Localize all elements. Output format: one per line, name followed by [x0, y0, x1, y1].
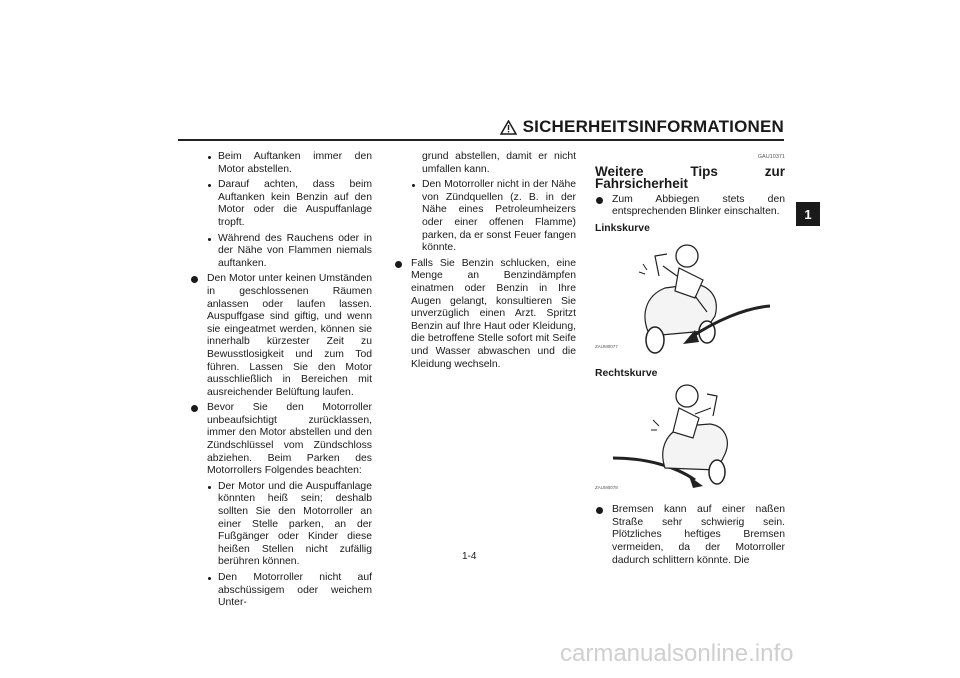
list-item: Falls Sie Benzin schlucken, eine Menge an Benzindämpfen einatmen oder Benzin in Ihre Augen gelangt, konsultieren Sie unverzüglich einen Arzt. Spritzt Benzin auf Ihre Haut oder Kleidung, die betroffene Stelle sofort mit Seife und Wasser abwaschen und die Kleidung wechseln.	[394, 258, 576, 371]
column-2	[394, 151, 576, 374]
section-heading: Weitere Tips zur Fahrsicherheit	[595, 163, 785, 192]
right-turn-label: Rechtskurve	[595, 367, 658, 379]
list-item: Bevor Sie den Motorroller unbeaufsichtigt zurücklassen, immer den Motor abstellen und den Zündschlüssel vom Zündschloss abziehen. Beim Parken des Motorrollers Folgendes beachten:	[190, 402, 372, 478]
column-1-list	[190, 151, 372, 610]
column-1	[190, 151, 372, 613]
list-item: Der Motor und die Auspuffanlage könnten heiß sein; deshalb sollten Sie den Motorroller an einer Stelle parken, an der Fußgänger oder Kinder diese heißen Stellen nicht zufällig berühren können.	[207, 481, 372, 569]
column-3	[595, 151, 785, 570]
list-item-nested	[190, 481, 372, 610]
list-item: Den Motorroller nicht auf abschüssigem oder weichem Unter-	[207, 572, 372, 610]
list-item: Den Motor unter keinen Umständen in geschlossenen Räumen anlassen oder laufen lassen. Auspuffgase sind giftig, und wenn sie eingeatmet werden, können sie innerhalb kürzester Zeit zu Bewusstlosigkeit und zum Tod führen. Lassen Sie den Motor ausschließlich in Bereichen mit ausreichender Belüftung laufen.	[190, 273, 372, 399]
list-item: Während des Rauchens oder in der Nähe von Flammen niemals auftanken.	[207, 233, 372, 271]
left-fig-code: ZAUM0077	[595, 343, 618, 349]
list-item: Darauf achten, dass beim Auftanken kein Benzin auf den Motor oder die Auspuffanlage tropft.	[207, 179, 372, 229]
section-code: GAU10371	[757, 154, 785, 160]
watermark: carmanualsonline.info	[560, 640, 794, 667]
list-item: Beim Auftanken immer den Motor abstellen.	[207, 151, 372, 176]
column-3-list-2	[595, 504, 785, 567]
page-header	[0, 0, 960, 150]
list-item: Bremsen kann auf einer naßen Straße sehr schwierig sein. Plötzliches heftiges Bremsen vermeiden, da der Motorroller dadurch schlittern könnte. Die	[595, 504, 785, 567]
list-item: Zum Abbiegen stets den entsprechenden Blinker einschalten.	[595, 194, 785, 219]
right-turn-illustration	[595, 380, 785, 498]
header-rule	[178, 139, 784, 141]
warning-triangle-icon	[500, 120, 517, 135]
header-title	[500, 117, 784, 137]
page-number: 1-4	[462, 551, 477, 562]
right-fig-code: ZAUM0078	[595, 485, 618, 491]
left-turn-label: Linkskurve	[595, 222, 650, 234]
header-title-text: SICHERHEITSINFORMATIONEN	[522, 117, 784, 136]
chapter-tab: 1	[796, 202, 820, 226]
list-item: Den Motorroller nicht in der Nähe von Zündquellen (z. B. in der Nähe eines Petroleumheizers oder einer offenen Flamme) parken, da er sonst Feuer fangen könnte.	[411, 179, 576, 255]
list-item-nested	[190, 151, 372, 270]
column-2-list	[394, 151, 576, 371]
column-3-list	[595, 194, 785, 219]
list-item: grund abstellen, damit er nicht umfallen kann.	[422, 151, 576, 175]
list-item-nested	[394, 151, 576, 255]
left-turn-illustration	[595, 236, 785, 358]
